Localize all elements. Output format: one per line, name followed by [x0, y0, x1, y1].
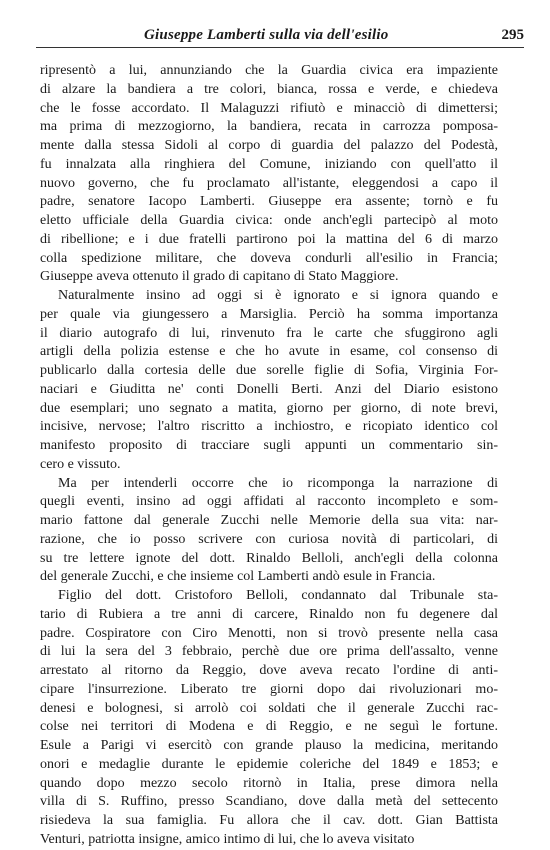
text-line: mente dalla stessa Sidoli al corpo di guardia del palazzo del Podestà,	[40, 138, 498, 153]
text-line: il diario autografo di lui, rinvenuto fra le carte che sfuggirono agli	[40, 325, 498, 341]
text-line: mario fattone dal generale Zucchi nelle Memorie della sua vita: nar-	[40, 513, 498, 528]
text-line: quegli eventi, insino ad oggi affidati al racconto incompleto e som-	[40, 494, 498, 510]
paragraph	[40, 587, 498, 850]
body-text	[40, 62, 498, 850]
text-line: su tre lettere ignote del dott. Rinaldo Belloli, anch'egli della colonna	[40, 550, 498, 566]
text-line: colla spedizione militare, che doveva condurli all'esilio in Francia;	[40, 250, 498, 266]
text-line: villa di S. Ruffino, presso Scandiano, dove dalla metà del settecento	[40, 794, 498, 810]
text-line: manifesto proposito di tracciare sugli appunti un commentario sin-	[40, 438, 498, 453]
text-line: razione, che io posso scrivere con curiosa novità di particolari, di	[40, 531, 498, 547]
text-line: eletto ufficiale della Guardia civica: onde anch'egli partecipò al moto	[40, 213, 498, 228]
text-line: di ribellione; e i due fratelli partirono poi la mattina del 6 di marzo	[40, 231, 498, 247]
text-line: onori e medaglie durante le epidemie coleriche del 1849 e 1853; e	[40, 756, 498, 772]
text-line: padre, senatore Iacopo Lamberti. Giuseppe era assente; tornò e fu	[40, 194, 498, 210]
text-line: cipare l'insurrezione. Liberato tre giorni dopo dai rivoluzionari mo-	[40, 681, 498, 697]
text-line: Giuseppe aveva ottenuto il grado di capitano di Stato Maggiore.	[40, 269, 399, 285]
text-line: ripresentò a lui, annunziando che la Guardia civica era impaziente	[40, 63, 498, 78]
text-line: incisive, nervose; l'altro riscritto a inchiostro, e ricopiato identico col	[40, 419, 498, 435]
text-line: quando dopo mezzo secolo ritornò in Italia, prese dimora nella	[40, 775, 498, 791]
paragraph	[40, 62, 498, 287]
text-line: del generale Zucchi, e che insieme col Lamberti andò esule in Francia.	[40, 569, 436, 585]
text-line: tario di Rubiera a tre anni di carcere, Rinaldo non fu degenere dal	[40, 606, 498, 622]
text-line: artigli della polizia estense e che ho avute in esame, col consenso di	[40, 344, 498, 360]
text-line: Figlio del dott. Cristoforo Belloli, condannato dal Tribunale sta-	[58, 588, 498, 603]
text-line: arrestato al ritorno da Reggio, dove aveva recato l'ordine di anti-	[40, 663, 498, 678]
running-title: Giuseppe Lamberti sulla via dell'esilio	[144, 27, 389, 43]
text-line: padre. Cospiratore con Ciro Menotti, non si trovò presente nella casa	[40, 625, 498, 641]
paragraph	[40, 475, 498, 588]
page-number: 295	[501, 27, 524, 43]
text-line: Ma per intenderli occorre che io ricomponga la narrazione di	[58, 475, 498, 491]
text-line: fu innalzata alla ringhiera del Comune, iniziando con quell'atto il	[40, 156, 498, 172]
text-line: Esule a Parigi vi esercitò con grande plauso la medicina, meritando	[40, 738, 498, 753]
text-line: che le fosse accordato. Il Malaguzzi rifiutò e minacciò di dimettersi;	[40, 100, 498, 116]
text-line: Naturalmente insino ad oggi si è ignorato e si ignora quando e	[58, 288, 498, 303]
text-line: di lui la sera del 3 febbraio, perchè due ore prima dell'assalto, venne	[40, 644, 498, 660]
text-line: cero e vissuto.	[40, 456, 121, 472]
text-line: per quale via giungessero a Marsiglia. Perciò ha somma importanza	[40, 306, 498, 322]
text-line: ma prima di mezzogiorno, la bandiera, recata in carrozza pomposa-	[40, 119, 498, 135]
running-head	[36, 27, 524, 48]
text-line: nuovo governo, che fu proclamato all'istante, eleggendosi a capo il	[40, 175, 498, 191]
text-line: denesi e bolognesi, si arrolò coi soldati che il generale Zucchi rac-	[40, 700, 498, 716]
text-line: publicarlo dalla cortesia delle due sorelle figlie di Sofia, Virginia For-	[40, 363, 498, 378]
paragraph	[40, 287, 498, 475]
text-line: Venturi, patriotta insigne, amico intimo di lui, che lo aveva visitato	[40, 831, 415, 847]
text-line: risiedeva la sua famiglia. Fu allora che il cav. dott. Gian Battista	[40, 813, 498, 828]
text-line: di alzare la bandiera a tre colori, bianca, rossa e verde, e chiedeva	[40, 81, 498, 97]
text-line: due esemplari; uno segnato a matita, giorno per giorno, di note brevi,	[40, 400, 498, 416]
text-line: naciari e Giuditta ne' conti Donelli Berti. Anzi del Diario esistono	[40, 381, 498, 397]
text-line: colse nei territori di Modena e di Reggio, e ne seguì le fortune.	[40, 719, 498, 735]
